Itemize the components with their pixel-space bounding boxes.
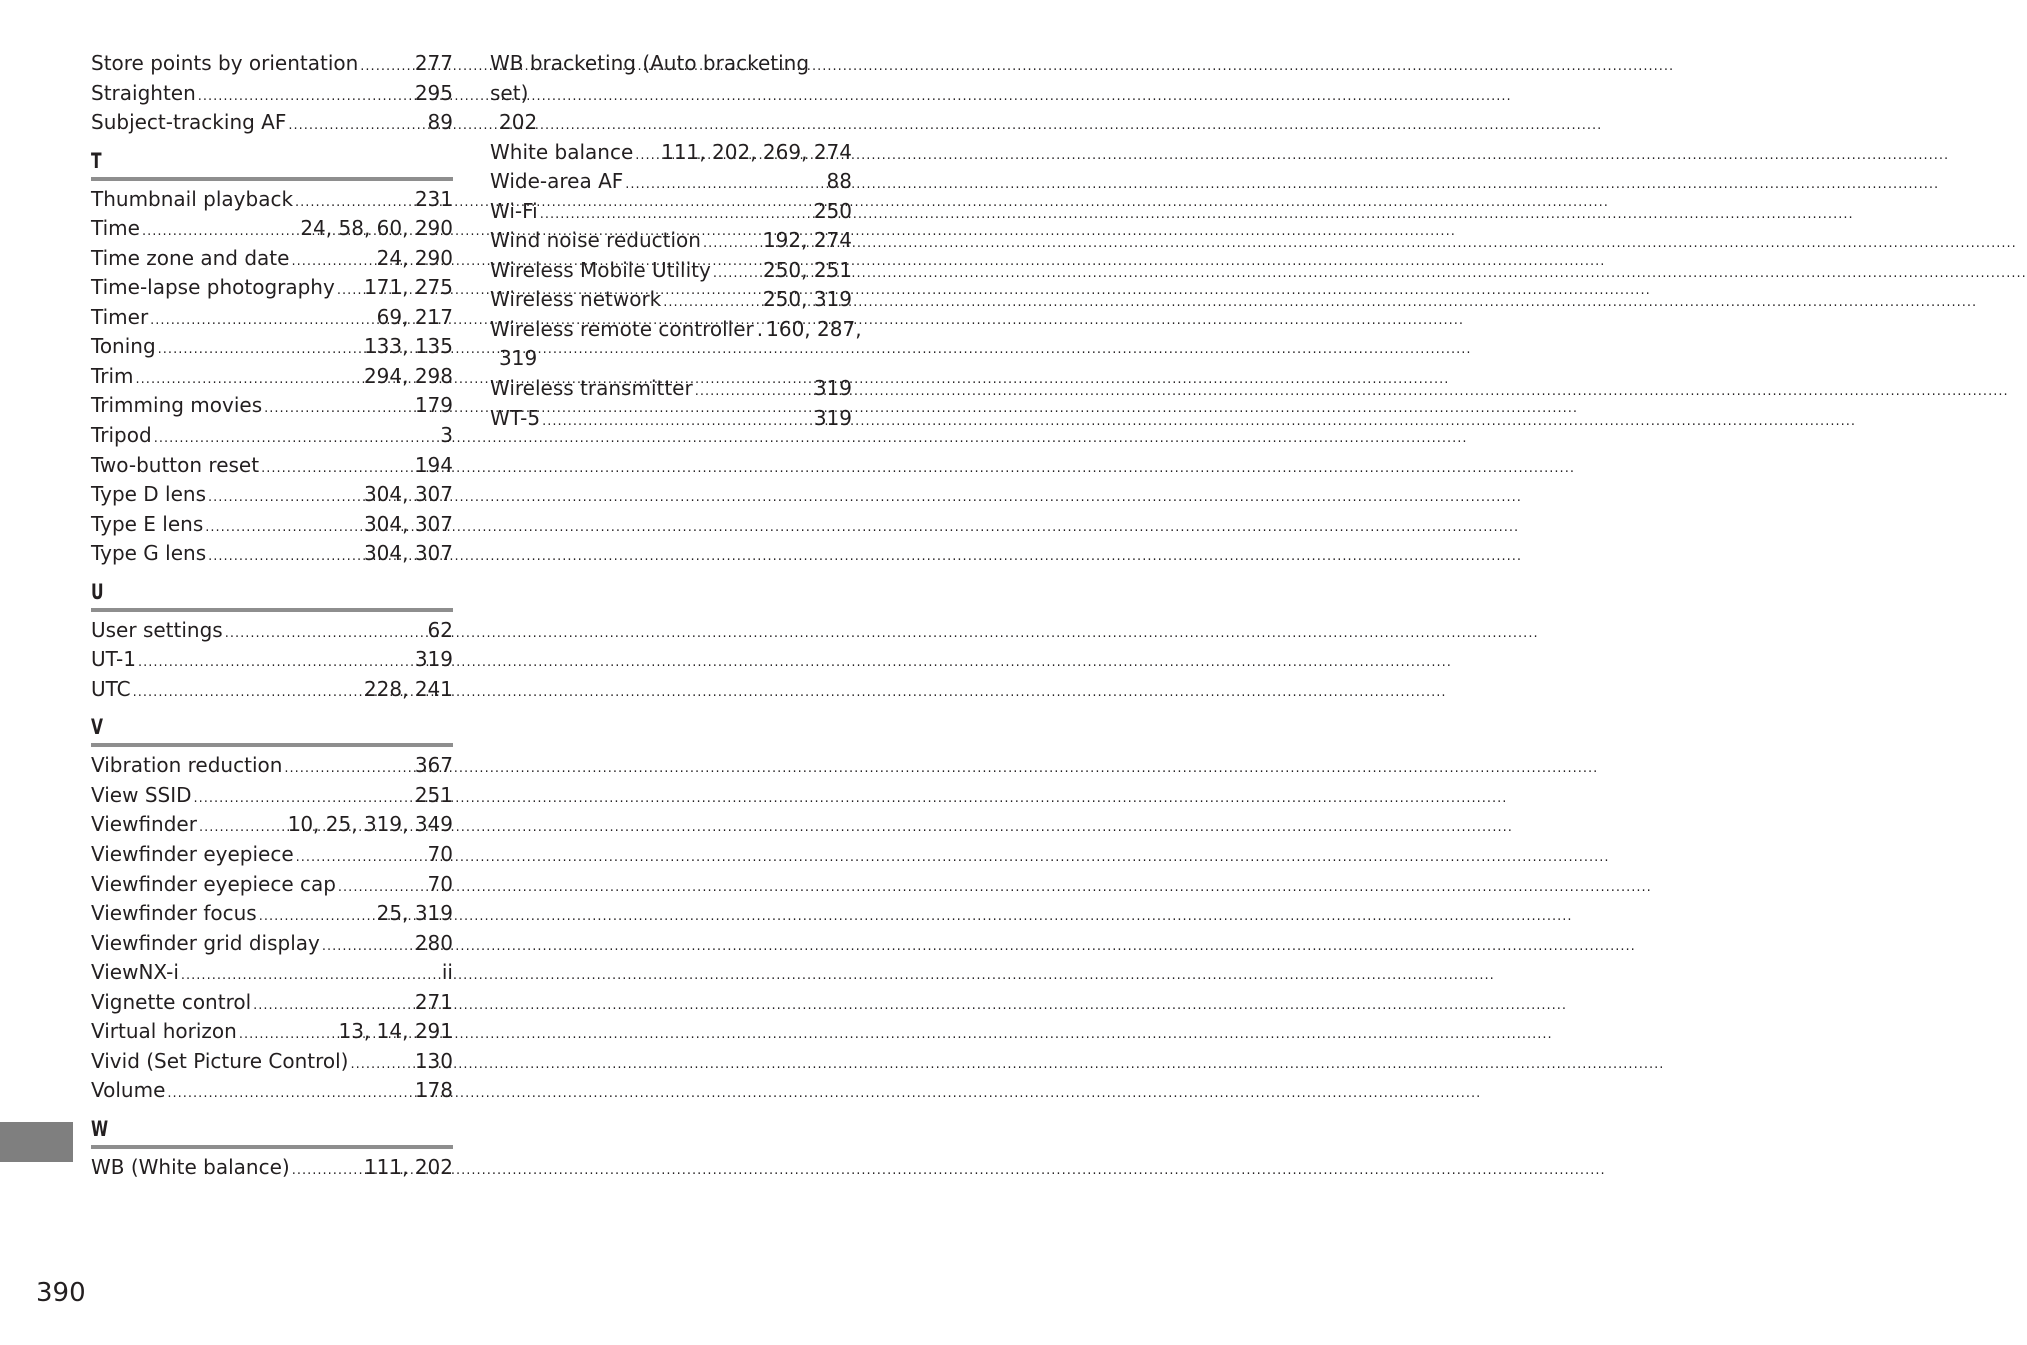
index-leader-dots [540, 200, 812, 230]
index-leader-dots [136, 365, 362, 395]
index-term: UTC [91, 676, 131, 701]
index-term: Store points by orientation [91, 51, 359, 75]
index-term: Type E lens [91, 511, 204, 536]
index-term: Wireless transmitter [490, 376, 693, 401]
index-entry [91, 273, 453, 303]
index-term: User settings [91, 617, 223, 642]
index-term: Trimming movies [91, 393, 263, 418]
index-leader-dots [198, 82, 413, 112]
index-entry [91, 108, 453, 138]
index-leader-dots [291, 247, 374, 277]
index-leader-dots [337, 276, 362, 306]
index-entry [91, 332, 453, 362]
index-pages: 319 [813, 376, 852, 401]
index-entry [91, 79, 453, 109]
index-term: Subject-tracking AF [91, 110, 287, 135]
index-term: Viewfinder focus [91, 901, 257, 926]
index-entries-w-b [490, 374, 852, 433]
index-entry [490, 138, 852, 168]
index-pages: 295 [414, 80, 453, 105]
index-leader-dots [225, 619, 426, 649]
index-leader-dots [703, 229, 761, 259]
index-leader-dots [695, 377, 812, 407]
index-entry [91, 988, 453, 1018]
chapter-tab-marker [0, 1122, 73, 1162]
index-pages: 171, 275 [363, 275, 453, 300]
index-pages: 194 [414, 452, 453, 477]
index-pages: 251 [414, 782, 453, 807]
index-leader-dots [261, 454, 413, 484]
index-pages: 62 [427, 617, 453, 642]
section-divider [91, 1145, 453, 1149]
index-term: Time [91, 216, 140, 241]
index-term: Virtual horizon [91, 1019, 237, 1044]
index-leader-dots [205, 513, 362, 543]
index-sections [91, 149, 453, 1183]
index-term: Wide-area AF [490, 169, 624, 194]
index-term: WT-5 [490, 405, 541, 430]
index-pages: 13, 14, 291 [338, 1019, 453, 1044]
index-pages: 202 [499, 110, 538, 135]
index-entry [91, 1076, 453, 1106]
index-term: Timer [91, 304, 149, 329]
index-term: Vignette control [91, 989, 252, 1014]
index-leader-dots [264, 394, 413, 424]
index-pages: 192, 274 [762, 228, 852, 253]
index-entry [490, 374, 852, 404]
index-pages: 304, 307 [363, 482, 453, 507]
index-entry [91, 214, 453, 244]
index-pages: 111, 202 [363, 1154, 453, 1179]
index-pages-continued: 319 [499, 346, 538, 371]
index-pages: 250 [813, 198, 852, 223]
section-letter-heading: V [91, 715, 103, 740]
index-term: Viewfinder grid display [91, 930, 320, 955]
index-section [91, 149, 453, 569]
index-pages: 24, 58, 60, 290 [300, 216, 453, 241]
index-pages: 277 [414, 51, 453, 75]
index-leader-dots [167, 1079, 412, 1109]
index-leader-dots [138, 648, 413, 678]
index-entry [91, 1153, 453, 1183]
index-leader-dots [150, 306, 374, 336]
index-pages: 69, 217 [376, 304, 453, 329]
index-entry-wb-bracketing [490, 49, 852, 138]
index-term: Tripod [91, 423, 152, 448]
index-entry-wireless-remote-controller [490, 315, 862, 374]
index-entry [91, 958, 453, 988]
index-leader-dots [625, 170, 824, 200]
index-pages: 88 [826, 169, 852, 194]
index-leader-dots [635, 141, 659, 171]
index-term: Thumbnail playback [91, 186, 294, 211]
index-term: Straighten [91, 80, 196, 105]
index-term: Wireless network [490, 287, 662, 312]
index-term: View SSID [91, 782, 192, 807]
index-leader-dots [158, 335, 362, 365]
index-term: Viewfinder [91, 812, 197, 837]
index-leader-dots [288, 111, 425, 141]
index-entry [91, 362, 453, 392]
index-term: WB bracketing (Auto bracketing set) [490, 51, 810, 105]
index-entry [91, 391, 453, 421]
index-pages: 280 [414, 930, 453, 955]
index-leader-dots [181, 961, 440, 991]
index-pages: 179 [414, 393, 453, 418]
index-entry [91, 870, 453, 900]
index-pages: 228, 241 [363, 676, 453, 701]
index-leader-dots [154, 424, 439, 454]
index-pages: 250, 251 [762, 257, 852, 282]
index-term: Vivid (Set Picture Control) [91, 1048, 349, 1073]
section-letter-heading: U [91, 579, 104, 604]
index-leader-dots [194, 784, 413, 814]
index-entry [91, 929, 453, 959]
index-leader-dots [259, 902, 375, 932]
index-entry [91, 781, 453, 811]
index-leader-dots [208, 483, 362, 513]
index-term: Wi-Fi [490, 198, 538, 223]
index-pages: 319 [414, 647, 453, 672]
index-leader-dots [360, 52, 413, 82]
index-term: Type D lens [91, 482, 207, 507]
index-term: Toning [91, 334, 156, 359]
index-pages: 250, 319 [762, 287, 852, 312]
index-leader-dots [142, 217, 298, 247]
index-pages: 294, 298 [363, 363, 453, 388]
index-entries-s [91, 49, 453, 138]
index-right-column [490, 49, 862, 433]
index-leader-dots [295, 188, 413, 218]
index-entry [91, 421, 453, 451]
index-pages: ii [441, 960, 453, 985]
index-entry [91, 616, 453, 646]
index-entry [91, 899, 453, 929]
index-term: Time zone and date [91, 245, 290, 270]
index-term: Viewfinder eyepiece cap [91, 871, 336, 896]
index-leader-dots [199, 813, 286, 843]
index-entry [91, 510, 453, 540]
index-term: UT-1 [91, 647, 136, 672]
index-entry [91, 1047, 453, 1077]
section-letter-heading: T [91, 148, 102, 173]
index-pages: 10, 25, 319, 349 [287, 812, 453, 837]
section-letter-heading: W [91, 1116, 109, 1141]
index-leader-dots [284, 754, 412, 784]
index-pages: 178 [414, 1078, 453, 1103]
index-entry [91, 645, 453, 675]
index-leader-dots [350, 1050, 412, 1080]
index-entry [490, 285, 852, 315]
index-entry [490, 256, 852, 286]
index-term: WB (White balance) [91, 1154, 290, 1179]
index-term: Time-lapse photography [91, 275, 335, 300]
index-pages: 160, 287, [766, 316, 862, 341]
index-entry [490, 197, 852, 227]
index-pages: 367 [414, 753, 453, 778]
index-entry [91, 244, 453, 274]
index-pages: 89 [427, 110, 453, 135]
index-entries-w-a [490, 138, 852, 315]
index-pages: 304, 307 [363, 541, 453, 566]
index-leader-dots [713, 259, 761, 289]
index-leader-dots [338, 873, 426, 903]
index-entry [91, 185, 453, 215]
index-term: Volume [91, 1078, 166, 1103]
index-leader-dot: . [756, 316, 764, 341]
index-pages: 304, 307 [363, 511, 453, 536]
index-entry [91, 751, 453, 781]
index-pages: 133, 135 [363, 334, 453, 359]
index-term: Trim [91, 363, 134, 388]
index-entry [91, 539, 453, 569]
index-term: Wireless remote controller [490, 316, 754, 341]
index-entry [91, 480, 453, 510]
index-entry [91, 1017, 453, 1047]
index-leader-dots [322, 932, 413, 962]
index-leader-dots [239, 1020, 337, 1050]
index-entry [91, 451, 453, 481]
index-pages: 70 [427, 842, 453, 867]
index-entry [91, 840, 453, 870]
index-entry [490, 226, 852, 256]
index-pages: 111, 202, 269, 274 [661, 139, 852, 164]
section-divider [91, 608, 453, 612]
index-leader-dots [292, 1156, 362, 1186]
index-leader-dots [663, 288, 761, 318]
index-entry [91, 810, 453, 840]
index-entry [91, 49, 453, 79]
index-entry [91, 675, 453, 705]
index-pages: 319 [813, 405, 852, 430]
index-term: Viewfinder eyepiece [91, 842, 294, 867]
index-term: Type G lens [91, 541, 207, 566]
section-divider [91, 743, 453, 747]
index-leader-dots [296, 843, 426, 873]
index-leader-dots [133, 678, 362, 708]
index-leader-dots [253, 991, 413, 1021]
index-entry [490, 167, 852, 197]
index-section [91, 1117, 453, 1183]
index-pages: 24, 290 [376, 245, 453, 270]
index-pages: 3 [440, 423, 453, 448]
index-term: Wireless Mobile Utility [490, 257, 711, 282]
index-entry [91, 303, 453, 333]
page-number: 390 [36, 1278, 86, 1308]
index-pages: 231 [414, 186, 453, 211]
index-pages: 70 [427, 871, 453, 896]
index-pages: 271 [414, 989, 453, 1014]
index-section [91, 580, 453, 705]
index-pages: 130 [414, 1048, 453, 1073]
index-entry [490, 404, 852, 434]
index-term: White balance [490, 139, 634, 164]
index-term: Two-button reset [91, 452, 260, 477]
index-term: Wind noise reduction [490, 228, 701, 253]
index-left-column [91, 49, 453, 1183]
index-pages: 25, 319 [376, 901, 453, 926]
section-divider [91, 177, 453, 181]
index-leader-dots [208, 542, 362, 572]
index-term: ViewNX-i [91, 960, 179, 985]
index-section [91, 715, 453, 1106]
index-leader-dots [542, 407, 812, 437]
index-term: Vibration reduction [91, 753, 283, 778]
